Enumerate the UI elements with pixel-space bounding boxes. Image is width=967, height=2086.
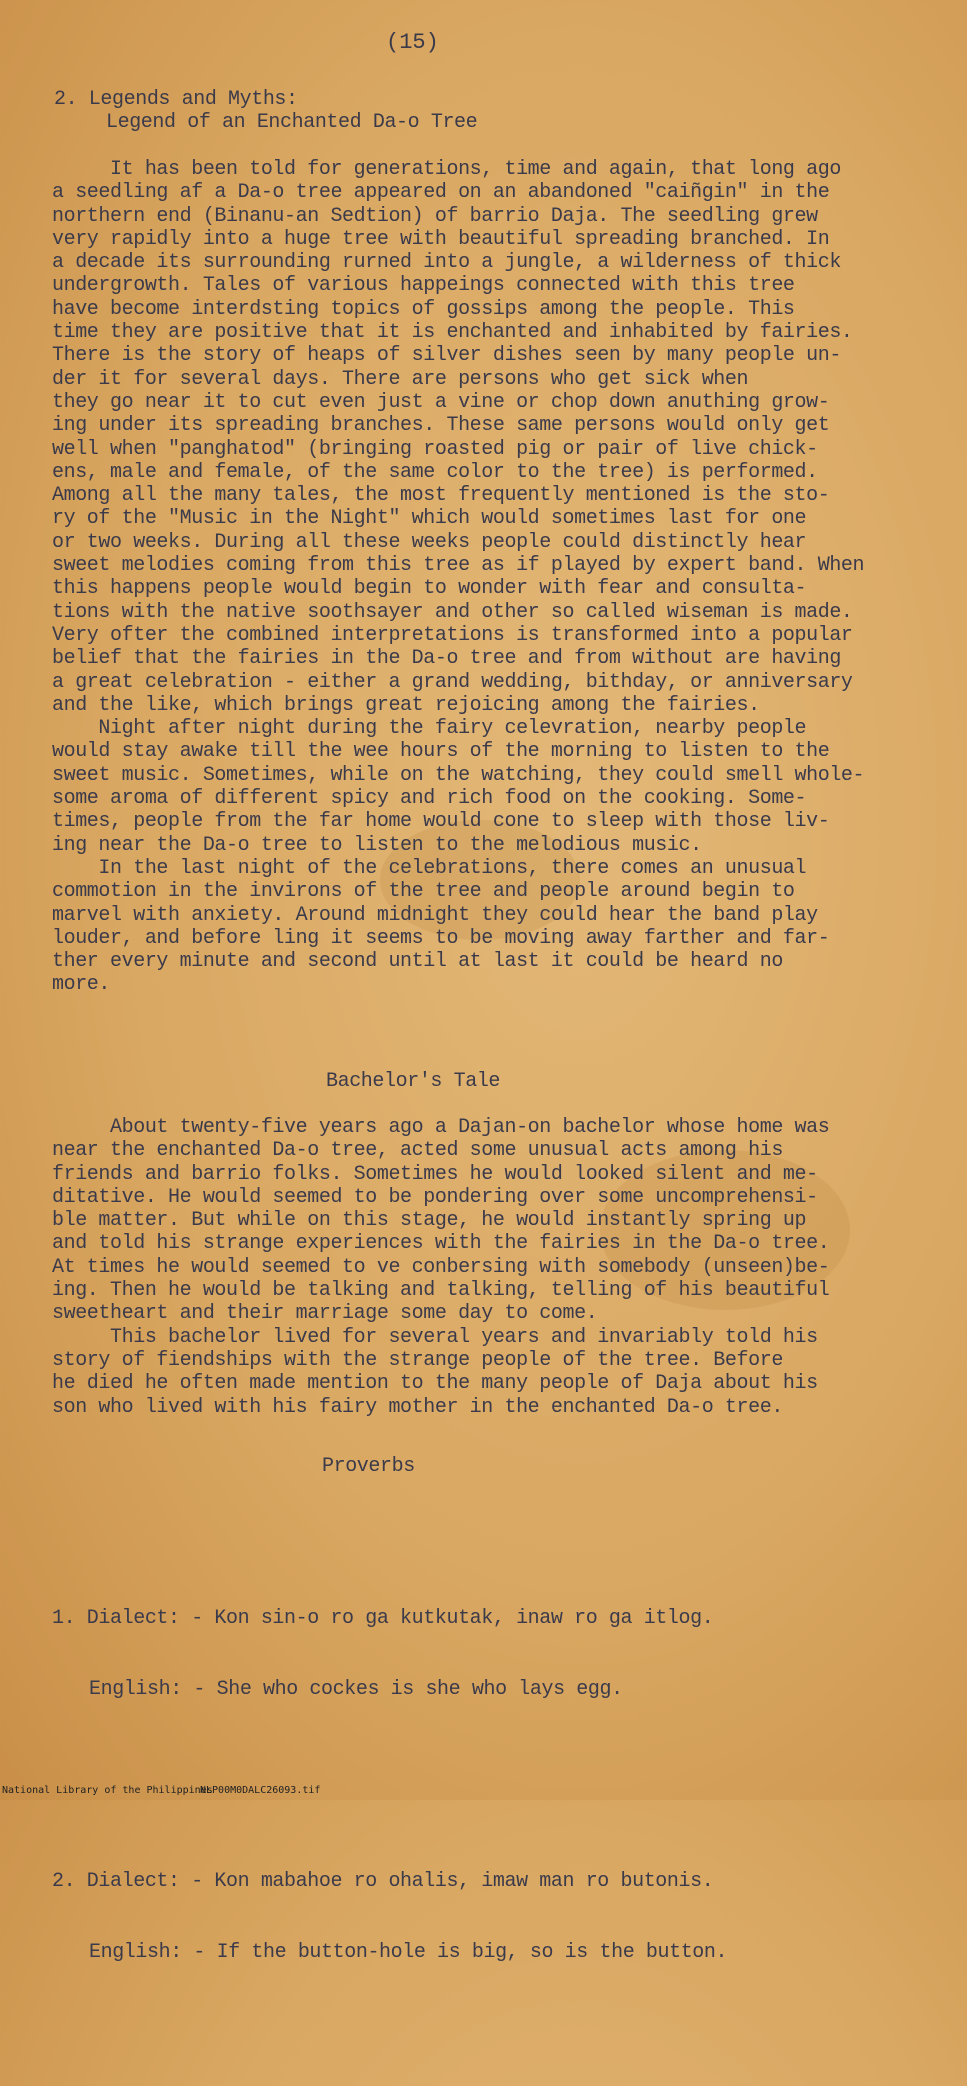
text-line: ther every minute and second until at last it could be heard no bbox=[52, 950, 783, 974]
text-line: der it for several days. There are persons who get sick when bbox=[52, 367, 749, 391]
proverbs-title: Proverbs bbox=[322, 1455, 415, 1478]
text-line: ble matter. But while on this stage, he would instantly spring up bbox=[52, 1209, 807, 1233]
text-line: Among all the many tales, the most frequently mentioned is the sto- bbox=[52, 484, 830, 508]
text-line: some aroma of different spicy and rich food on the cooking. Some- bbox=[52, 787, 807, 811]
text-line: undergrowth. Tales of various happeings connected with this tree bbox=[52, 274, 795, 298]
text-line: very rapidly into a huge tree with beautiful spreading branched. In bbox=[52, 227, 830, 251]
page-number: (15) bbox=[386, 30, 439, 55]
text-line: ing near the Da-o tree to listen to the melodious music. bbox=[52, 833, 702, 857]
text-line: At times he would seemed to ve conbersing with somebody (unseen)be- bbox=[52, 1255, 830, 1279]
text-line: commotion in the invirons of the tree and people around begin to bbox=[52, 880, 795, 904]
text-line: louder, and before ling it seems to be moving away farther and far- bbox=[52, 926, 830, 950]
bachelor-body bbox=[52, 1116, 829, 1419]
text-line: ing under its spreading branches. These same persons would only get bbox=[52, 414, 830, 438]
text-line: tions with the native soothsayer and other so called wiseman is made. bbox=[52, 600, 853, 624]
text-line: About twenty-five years ago a Dajan-on bachelor whose home was bbox=[52, 1116, 830, 1139]
bachelor-title: Bachelor's Tale bbox=[326, 1070, 501, 1093]
text-line: sweetheart and their marriage some day to come. bbox=[52, 1302, 598, 1326]
text-line: story of fiendships with the strange people of the tree. Before bbox=[52, 1348, 783, 1372]
text-line: Night after night during the fairy celevration, nearby people bbox=[52, 717, 807, 741]
text-line: this happens people would begin to wonder with fear and consulta- bbox=[52, 577, 807, 601]
legend-title: Legend of an Enchanted Da-o Tree bbox=[106, 111, 478, 134]
text-line: ens, male and female, of the same color to the tree) is performed. bbox=[52, 460, 818, 484]
legend-body bbox=[52, 158, 864, 997]
text-line: he died he often made mention to the many people of Daja about his bbox=[52, 1372, 818, 1396]
text-line: In the last night of the celebrations, there comes an unusual bbox=[52, 856, 807, 880]
scan-footer bbox=[0, 1782, 967, 1800]
section-heading: 2. Legends and Myths: bbox=[54, 88, 298, 111]
text-line: sweet music. Sometimes, while on the watching, they could smell whole- bbox=[52, 763, 865, 787]
text-line: or two weeks. During all these weeks people could distinctly hear bbox=[52, 530, 807, 554]
text-line: northern end (Binanu-an Sedtion) of barrio Daja. The seedling grew bbox=[52, 204, 818, 228]
text-line: ing. Then he would be talking and talking, telling of his beautiful bbox=[52, 1279, 830, 1303]
text-line: and told his strange experiences with the fairies in the Da-o tree. bbox=[52, 1232, 830, 1256]
text-line: time they are positive that it is enchanted and inhabited by fairies. bbox=[52, 321, 853, 345]
text-line: marvel with anxiety. Around midnight they could hear the band play bbox=[52, 903, 818, 927]
proverb-dialect: 1. Dialect: - Kon sin-o ro ga kutkutak, inaw ro ga itlog. bbox=[52, 1607, 714, 1630]
text-line: a seedling af a Da-o tree appeared on an abandoned "caiñgin" in the bbox=[52, 181, 830, 205]
text-line: more. bbox=[52, 973, 111, 997]
footer-library-label: National Library of the Philippines bbox=[2, 1785, 213, 1796]
footer-filename: NLP00M0DALC26093.tif bbox=[200, 1785, 321, 1796]
text-line: times, people from the far home would cone to sleep with those liv- bbox=[52, 810, 830, 834]
text-line: and the like, which brings great rejoicing among the fairies. bbox=[52, 693, 760, 717]
text-line: sweet melodies coming from this tree as if played by expert band. When bbox=[52, 554, 865, 578]
text-line: It has been told for generations, time and again, that long ago bbox=[52, 158, 841, 181]
text-line: ry of the "Music in the Night" which would sometimes last for one bbox=[52, 507, 807, 531]
text-line: near the enchanted Da-o tree, acted some unusual acts among his bbox=[52, 1139, 783, 1163]
proverb-item bbox=[52, 1560, 727, 1748]
text-line: Very ofter the combined interpretations is transformed into a popular bbox=[52, 623, 853, 647]
proverb-english: English: - She who cockes is she who lays egg. bbox=[89, 1677, 623, 1701]
text-line: would stay awake till the wee hours of the morning to listen to the bbox=[52, 740, 830, 764]
proverb-english: English: - If the button-hole is big, so is the button. bbox=[89, 1940, 728, 1964]
text-line: son who lived with his fairy mother in the enchanted Da-o tree. bbox=[52, 1395, 783, 1419]
text-line: belief that the fairies in the Da-o tree and from without are having bbox=[52, 647, 841, 671]
proverb-item bbox=[52, 1823, 727, 2011]
text-line: There is the story of heaps of silver dishes seen by many people un- bbox=[52, 344, 841, 368]
text-line: This bachelor lived for several years and invariably told his bbox=[52, 1325, 818, 1349]
text-line: well when "panghatod" (bringing roasted pig or pair of live chick- bbox=[52, 437, 818, 461]
proverb-dialect: 2. Dialect: - Kon mabahoe ro ohalis, imaw man ro butonis. bbox=[52, 1870, 714, 1893]
text-line: friends and barrio folks. Sometimes he would looked silent and me- bbox=[52, 1162, 818, 1186]
text-line: they go near it to cut even just a vine or chop down anuthing grow- bbox=[52, 390, 830, 414]
text-line: ditative. He would seemed to be pondering over some uncomprehensi- bbox=[52, 1185, 818, 1209]
text-line: a decade its surrounding rurned into a jungle, a wilderness of thick bbox=[52, 251, 841, 275]
text-line: a great celebration - either a grand wedding, bithday, or anniversary bbox=[52, 670, 853, 694]
text-line: have become interdsting topics of gossips among the people. This bbox=[52, 297, 795, 321]
